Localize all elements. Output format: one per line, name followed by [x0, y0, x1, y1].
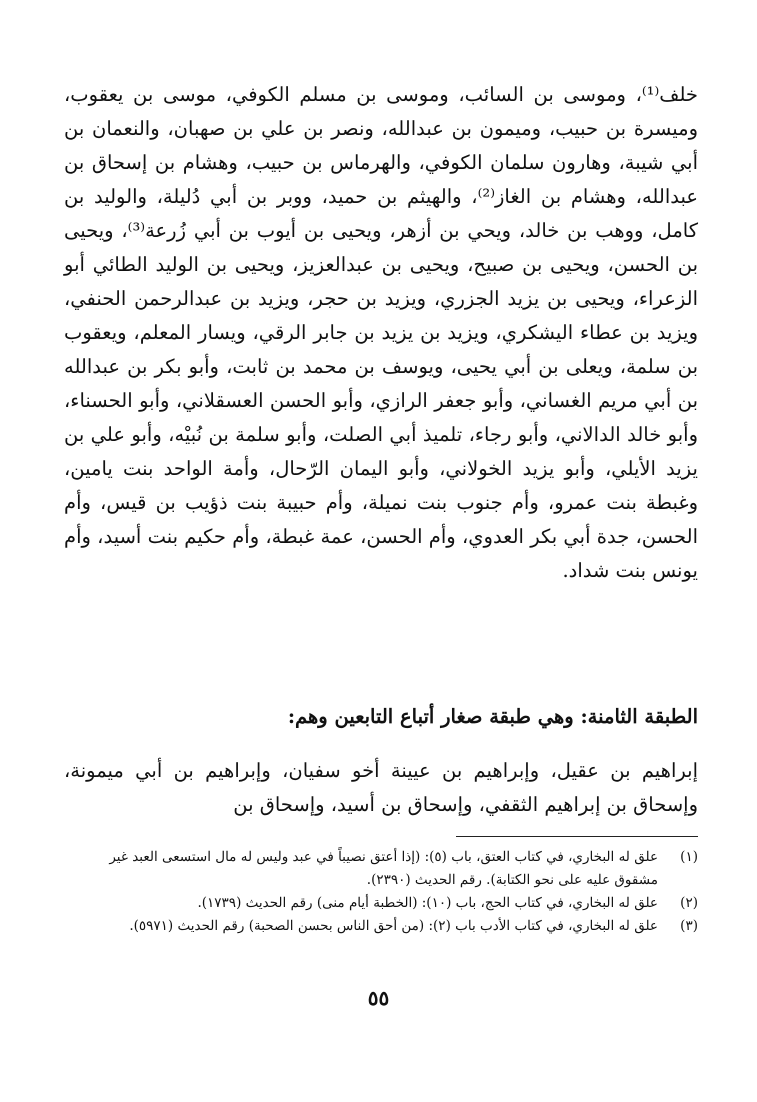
footnotes — [64, 846, 698, 938]
footnote-text: علق له البخاري، في كتاب الأدب باب (٢): (من أحق الناس بحسن الصحبة) رقم الحديث (٥٩٧١). — [129, 918, 658, 934]
footnote-text: علق له البخاري، في كتاب الحج، باب (١٠): (الخطبة أيام منى) رقم الحديث (١٧٣٩). — [197, 895, 658, 911]
footnote-1 — [64, 846, 698, 892]
footnote-number: (٣) — [680, 918, 698, 934]
footnote-3 — [64, 915, 698, 938]
footnote-number: (١) — [680, 849, 698, 865]
footnote-text: علق له البخاري، في كتاب العتق، باب (٥): (إذا أعتق نصيباً في عبد وليس له مال استسعى العبد غير مشقوق عليه على نحو الكتابة). رقم الحديث (٢٣٩٠). — [109, 849, 658, 888]
paragraph-1-text: خلف⁽¹⁾، وموسى بن السائب، وموسى بن مسلم الكوفي، موسى بن يعقوب، وميسرة بن حبيب، وميمون بن عبدالله، ونصر بن علي بن صهبان، والنعمان بن أبي شيبة، وهارون سلمان الكوفي، والهرماس بن حبيب، وهشام بن إسحاق بن عبدالله، وهشام بن الغاز⁽²⁾، والهيثم بن حميد، ووبر بن أبي دُليلة، والوليد بن كامل، ووهب بن خالد، ويحي بن أزهر، ويحيى بن أيوب بن أبي زُرعة⁽³⁾، ويحيى بن الحسن، ويحيى بن صبيح، ويحيى بن عبدالعزيز، ويحيى بن الوليد الطائي أبو الزعراء، ويحيى بن يزيد الجزري، ويزيد بن حجر، ويزيد بن عبدالرحمن الحنفي، ويزيد بن عطاء اليشكري، ويزيد بن يزيد بن جابر الرقي، ويسار المعلم، ويعقوب بن سلمة، ويعلى بن أبي يحيى، ويوسف بن محمد بن ثابت، وأبو بكر بن عبدالله بن أبي مريم الغساني، وأبو جعفر الرازي، وأبو الحسن العسقلاني، وأبو الحسناء، وأبو خالد الدالاني، وأبو رجاء، تلميذ أبي الصلت، وأبو سلمة بن نُبيْه، وأبو علي بن يزيد الأيلي، وأبو يزيد الخولاني، وأبو اليمان الرّحال، وأمة الواحد بنت يامين، وغبطة بنت عمرو، وأم جنوب بنت نميلة، وأم حبيبة بنت ذؤيب بن قيس، وأم الحسن، جدة أبي بكر العدوي، وأم الحسن، عمة غبطة، وأم حكيم بنت أسيد، وأم يونس بنت شداد. — [64, 83, 698, 582]
section-heading: الطبقة الثامنة: وهي طبقة صغار أتباع التابعين وهم: — [287, 705, 698, 728]
footnote-number: (٢) — [680, 895, 698, 911]
body-paragraph-1 — [64, 78, 698, 588]
footnote-2 — [64, 892, 698, 915]
paragraph-2-text: إبراهيم بن عقيل، وإبراهيم بن عيينة أخو سفيان، وإبراهيم بن أبي ميمونة، وإسحاق بن إبراهيم الثقفي، وإسحاق بن أسيد، وإسحاق بن — [64, 758, 698, 816]
body-paragraph-2 — [64, 734, 698, 841]
page-number: ٥٥ — [367, 986, 390, 1010]
footnote-divider — [456, 836, 698, 837]
